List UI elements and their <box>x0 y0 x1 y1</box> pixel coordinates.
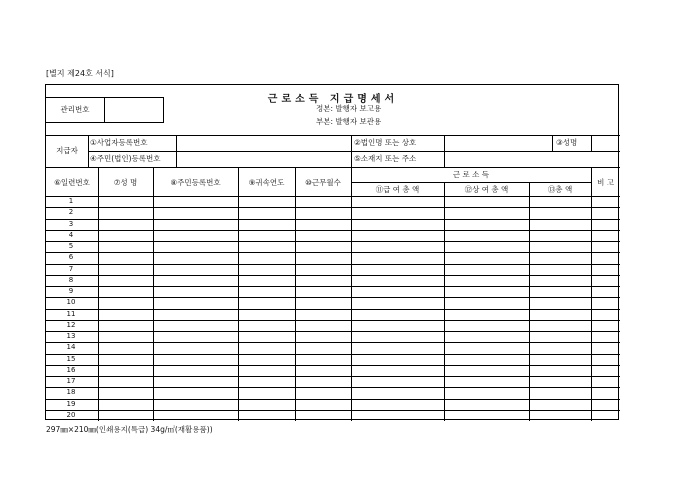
col-total-salary: ⑪급 여 총 액 <box>375 185 420 194</box>
row-serial-number: 7 <box>68 265 74 273</box>
row-serial-number: 20 <box>66 411 76 419</box>
company-name-label: ②법인명 또는 상호 <box>354 138 417 147</box>
table-row[interactable] <box>46 297 620 308</box>
table-row[interactable] <box>46 207 620 218</box>
table-row[interactable] <box>46 320 620 331</box>
table-row[interactable] <box>46 241 620 252</box>
original-copy-note: 정본: 발행자 보고용 <box>316 104 382 113</box>
row-serial-number: 8 <box>68 276 74 284</box>
table-row[interactable] <box>46 264 620 275</box>
payer-name-label: ③성명 <box>556 138 578 147</box>
table-row[interactable] <box>46 387 620 398</box>
col-serial-number: ⑥일련번호 <box>54 178 90 187</box>
table-row[interactable] <box>46 365 620 376</box>
col-total-amount: ⑬총 액 <box>547 185 573 194</box>
row-serial-number: 10 <box>66 298 76 306</box>
row-serial-number: 5 <box>68 242 74 250</box>
form-title: 근로소득 지급명세서 <box>267 94 399 105</box>
table-row[interactable] <box>46 342 620 353</box>
management-number-label: 관리번호 <box>60 105 90 114</box>
col-total-bonus: ⑫상 여 총 액 <box>464 185 509 194</box>
row-serial-number: 11 <box>66 310 76 318</box>
row-serial-number: 1 <box>68 197 74 205</box>
row-serial-number: 3 <box>68 220 74 228</box>
row-serial-number: 15 <box>66 355 76 363</box>
row-serial-number: 17 <box>66 377 76 385</box>
resident-number-label: ④주민(법인)등록번호 <box>90 154 161 163</box>
business-reg-number-label: ①사업자등록번호 <box>90 138 148 147</box>
col-earned-income-group: 근 로 소 득 <box>452 170 490 179</box>
table-row[interactable] <box>46 252 620 263</box>
table-row[interactable] <box>46 376 620 387</box>
table-row[interactable] <box>46 196 620 207</box>
duplicate-copy-note: 부본: 발행자 보관용 <box>316 117 382 126</box>
table-row[interactable] <box>46 230 620 241</box>
paper-spec-footer: 297㎜×210㎜(인쇄용지(특급) 34g/㎡(재활용품)) <box>46 425 213 434</box>
row-serial-number: 18 <box>66 388 76 396</box>
table-row[interactable] <box>46 354 620 365</box>
row-serial-number: 4 <box>68 231 74 239</box>
row-serial-number: 14 <box>66 343 76 351</box>
col-resident-number: ⑧주민등록번호 <box>170 178 221 187</box>
col-remarks: 비 고 <box>597 178 614 187</box>
row-serial-number: 13 <box>66 332 76 340</box>
table-row[interactable] <box>46 309 620 320</box>
row-serial-number: 9 <box>68 287 74 295</box>
form-number-label: [별지 제24호 서식] <box>46 69 114 78</box>
table-row[interactable] <box>46 331 620 342</box>
payer-label: 지급자 <box>56 146 78 155</box>
row-serial-number: 16 <box>66 366 76 374</box>
table-row[interactable] <box>46 286 620 297</box>
address-label: ⑤소재지 또는 주소 <box>354 154 417 163</box>
col-attribution-year: ⑨귀속연도 <box>248 178 285 187</box>
row-serial-number: 19 <box>66 400 76 408</box>
row-serial-number: 2 <box>68 208 74 216</box>
table-row[interactable] <box>46 275 620 286</box>
table-row[interactable] <box>46 410 620 421</box>
col-name: ⑦성 명 <box>113 178 138 187</box>
table-row[interactable] <box>46 399 620 410</box>
table-row[interactable] <box>46 219 620 230</box>
statement-form <box>45 84 619 420</box>
row-serial-number: 12 <box>66 321 76 329</box>
col-months-worked: ⑩근무월수 <box>305 178 341 187</box>
management-number-field[interactable] <box>105 98 162 121</box>
row-serial-number: 6 <box>68 253 74 261</box>
